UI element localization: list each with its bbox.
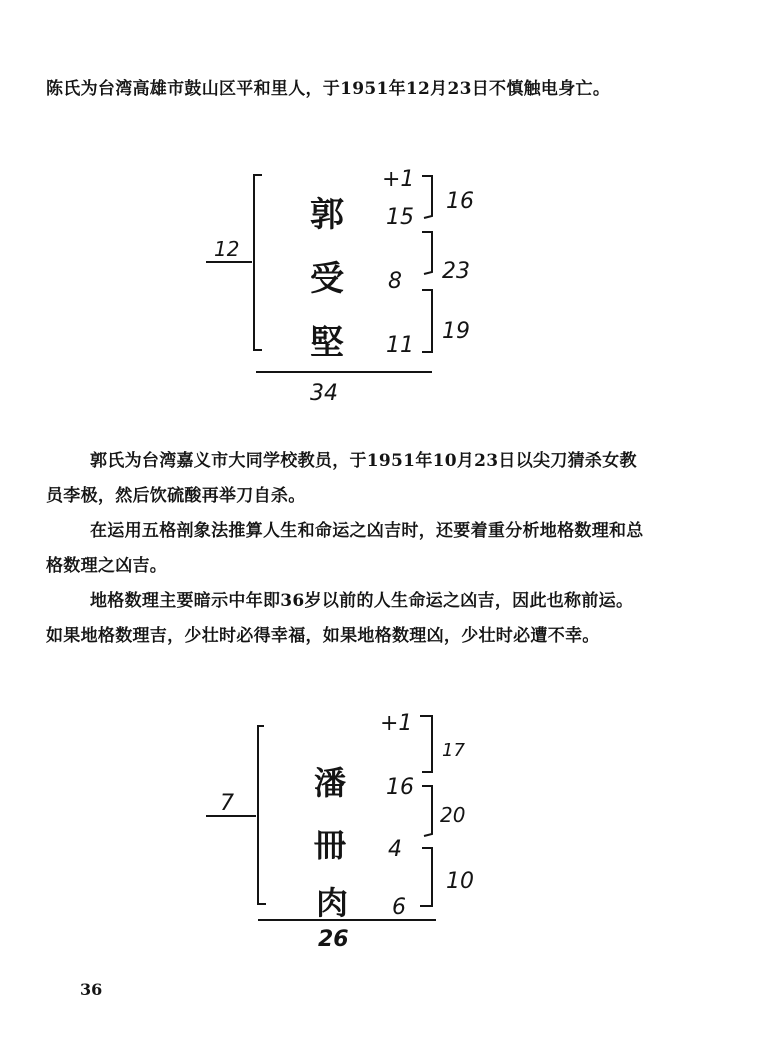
sum-1: 17 — [442, 740, 465, 761]
paragraph-earth-grid: 地格数理主要暗示中年即36岁以前的人生命运之凶吉，因此也称前运。如果地格数理吉，少壮时必得幸福，如果地格数理凶，少壮时必遭不幸。 — [46, 591, 634, 646]
name-char-3: 堅 — [310, 323, 344, 363]
page-number: 36 — [80, 980, 103, 999]
paragraph-method: 在运用五格剖象法推算人生和命运之凶吉时，还要着重分析地格数理和总格数理之凶吉。 — [46, 521, 644, 576]
stroke-count-3: 6 — [392, 895, 406, 920]
name-char-2: 冊 — [314, 826, 347, 864]
right-bracket-3 — [420, 848, 432, 906]
paragraph-guo: 郭氏为台湾嘉义市大同学校教员，于1951年10月23日以尖刀猜杀女教员李极，然后饮硫酸再举刀自杀。 — [46, 451, 637, 506]
name-char-1: 潘 — [314, 764, 347, 802]
sum-1: 16 — [446, 189, 474, 214]
name-char-2: 受 — [310, 259, 344, 299]
stroke-count-2: 8 — [388, 269, 402, 294]
left-bracket — [258, 726, 266, 904]
right-bracket-2 — [422, 786, 432, 836]
outer-number: 12 — [214, 237, 240, 261]
stroke-count-2: 4 — [388, 837, 402, 862]
name-char-3: 肉 — [316, 884, 349, 922]
stroke-count-1: 16 — [386, 775, 414, 800]
name-char-1: 郭 — [310, 195, 344, 235]
total-number: 26 — [318, 927, 349, 952]
stroke-count-1: 15 — [386, 205, 414, 230]
right-bracket-1 — [420, 716, 432, 772]
paragraph-chen: 陈氏为台湾高雄市鼓山区平和里人，于1951年12月23日不慎触电身亡。 — [46, 79, 611, 99]
sum-2: 20 — [440, 803, 466, 827]
plus-one-label: +1 — [380, 711, 413, 736]
stroke-count-3: 11 — [386, 333, 414, 358]
outer-number: 7 — [220, 791, 234, 816]
sum-2: 23 — [442, 259, 470, 284]
sum-3: 19 — [442, 319, 470, 344]
total-number: 34 — [310, 381, 338, 406]
sum-3: 10 — [446, 869, 474, 894]
plus-one-label: +1 — [382, 167, 415, 192]
